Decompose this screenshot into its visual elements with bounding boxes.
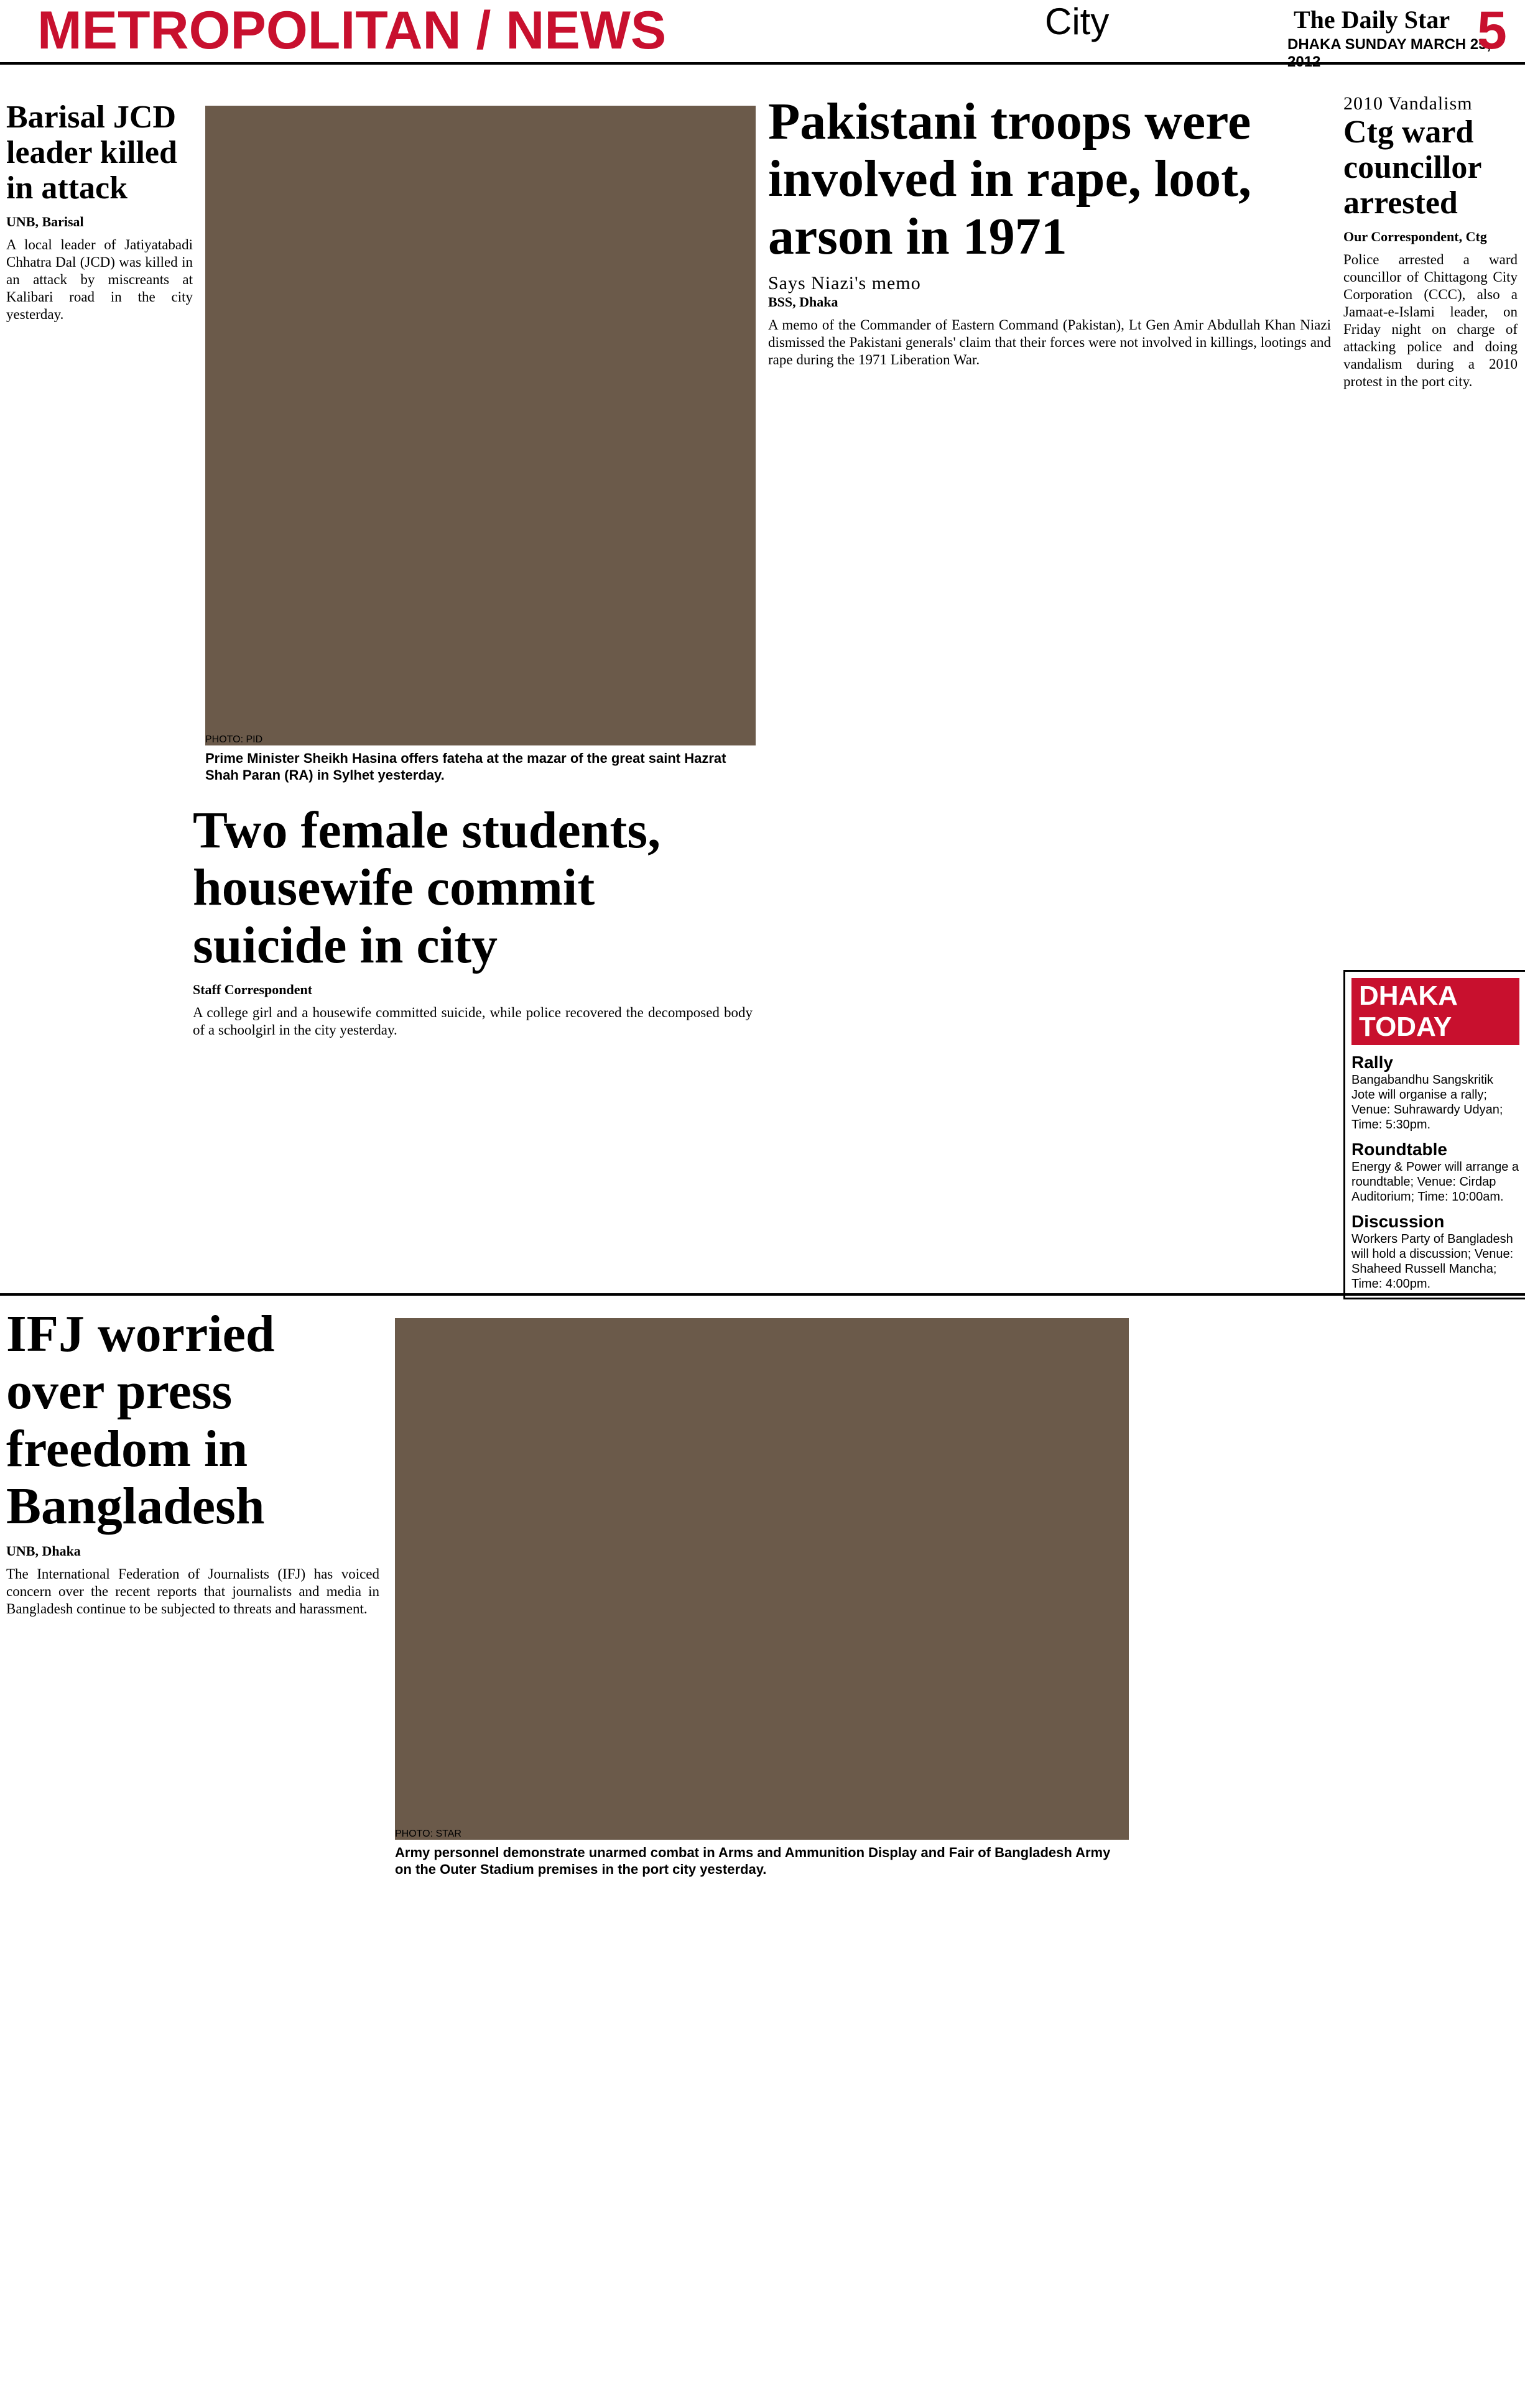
event-text: Energy & Power will arrange a roundtable; Venue: Cirdap Auditorium; Time: 10:00am. [1351,1160,1519,1204]
event-list [1351,1053,1519,1291]
photo-credit: PHOTO: STAR [395,1829,461,1840]
event-text: Bangabandhu Sangskritik Jote will organise a rally; Venue: Suhrawardy Udyan; Time: 5:30pm. [1351,1073,1503,1132]
story-pakistani [768,93,1331,369]
byline: UNB, Dhaka [6,1543,81,1559]
story-two-female [193,802,753,1039]
story-ifj [6,1306,379,1618]
photo-credit: PHOTO: PID [205,734,263,745]
headline: Two female students, housewife commit suicide in city [193,801,661,974]
page-number: 5 [1477,1,1507,60]
event-item [1351,1053,1519,1132]
byline: UNB, Barisal [6,213,84,229]
photo-army [395,1318,1129,1878]
story-body: A local leader of Jatiyatabadi Chhatra Dal (JCD) was killed in an attack by miscreants at Kalibari road in the city yesterday. [6,236,193,322]
header-city: City [1045,1,1110,42]
headline: Ctg ward councillor arrested [1343,114,1481,221]
section-divider [0,1293,1525,1296]
event-item [1351,1212,1519,1291]
header-date: DHAKA SUNDAY MARCH 25, 2012 [1287,36,1491,70]
headline: IFJ worried over press freedom in Bangladesh [6,1305,275,1536]
event-title: Roundtable [1351,1140,1447,1159]
headline: Barisal JCD leader killed in attack [6,99,177,206]
event-title: Rally [1351,1053,1393,1072]
event-title: Discussion [1351,1212,1445,1231]
caption-block [205,734,756,783]
event-item [1351,1140,1519,1204]
masthead-logo: The Daily Star [1294,6,1450,34]
story-body: A college girl and a housewife committed suicide, while police recovered the decomposed body of a schoolgirl in the city yesterday. [193,1005,753,1038]
story-body: Police arrested a ward councillor of Chittagong City Corporation (CCC), also a Jamaat-e-Islami leader, on Friday night on charge of attacking police and doing vandalism during a 2010 protest in the port city. [1343,251,1518,389]
photo-caption: Army personnel demonstrate unarmed combat in Arms and Ammunition Display and Fair of Bangladesh Army on the Outer Stadium premises in the port city yesterday. [395,1840,1129,1878]
headline: Pakistani troops were involved in rape, loot, arson in 1971 [768,93,1252,265]
dhaka-today-box [1343,970,1525,1299]
byline: Staff Correspondent [193,982,313,998]
byline: Our Correspondent, Ctg [1343,228,1487,244]
section-title: METROPOLITAN / NEWS [37,1,667,60]
photo-caption: Prime Minister Sheikh Hasina offers fateha at the mazar of the great saint Hazrat Shah Paran (RA) in Sylhet yesterday. [205,745,756,783]
story-body: The International Federation of Journalists (IFJ) has voiced concern over the recent reports that journalists and media in Bangladesh continue to be subjected to threats and harassment. [6,1566,379,1617]
dhaka-today-logo: DHAKA TODAY [1351,978,1519,1045]
photo-hasina [205,106,756,783]
caption-block [395,1829,1129,1878]
story-barisal [6,99,193,323]
byline: BSS, Dhaka [768,294,838,310]
story-ctg-ward [1343,93,1518,390]
subheadline: Says Niazi's memo [768,273,921,294]
page-header [0,0,1525,70]
story-body: A memo of the Commander of Eastern Command (Pakistan), Lt Gen Amir Abdullah Khan Niazi dismissed the Pakistani generals' claim that their forces were not involved in killings, lootings and rape during the 1971 Liberation War. [768,317,1331,368]
event-text: Workers Party of Bangladesh will hold a discussion; Venue: Shaheed Russell Mancha; Time: 4:00pm. [1351,1232,1514,1291]
kicker: 2010 Vandalism [1343,93,1473,114]
